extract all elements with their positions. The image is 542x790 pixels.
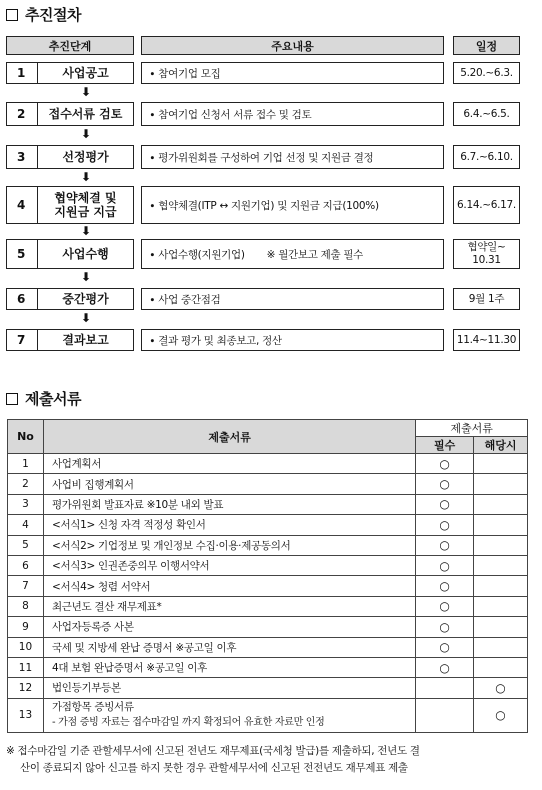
step-3-desc: ∙ 평가위원회를 구성하여 기업 선정 및 지원금 결정: [141, 145, 444, 169]
doc-name: <서식2> 기업정보 및 개인정보 수집·이용·제공동의서: [43, 535, 415, 555]
doc-no: 3: [8, 494, 44, 514]
step-1-name: 사업공고: [37, 62, 134, 84]
doc-conditional-mark: [474, 637, 528, 657]
doc-no: 9: [8, 617, 44, 637]
step-7-date: 11.4~11.30: [453, 329, 520, 351]
down-arrow-icon: ⬇: [80, 85, 92, 99]
step-4-desc: ∙ 협약체결(ITP ↔ 지원기업) 및 지원금 지급(100%): [141, 186, 444, 224]
process-header-content: 주요내용: [141, 36, 444, 55]
doc-conditional-mark: ○: [474, 698, 528, 732]
step-2-name: 접수서류 검토: [37, 102, 134, 126]
doc-name: 국세 및 지방세 완납 증명서 ※공고일 이후: [43, 637, 415, 657]
doc-conditional-mark: [474, 596, 528, 616]
step-2-number: 2: [6, 102, 38, 126]
table-row: [8, 596, 528, 616]
process-header-stage: 추진단계: [6, 36, 134, 55]
checkbox-square-icon: [6, 393, 18, 405]
step-5-name: 사업수행: [37, 239, 134, 269]
step-7-desc: ∙ 결과 평가 및 최종보고, 정산: [141, 329, 444, 351]
table-row: [8, 515, 528, 535]
footnote-line1: ※ 접수마감일 기준 관할세무서에 신고된 전년도 재무제표(국세청 발급)를 제출하되, 전년도 결: [6, 745, 420, 757]
doc-no: 7: [8, 576, 44, 596]
doc-conditional-mark: [474, 454, 528, 474]
step-1-number: 1: [6, 62, 38, 84]
footnote: [6, 743, 534, 777]
doc-no: 13: [8, 698, 44, 732]
step-5-desc-note: ※ 월간보고 제출 필수: [266, 248, 364, 261]
doc-required-mark: ○: [416, 494, 474, 514]
step-4-name-line1: 협약체결 및: [54, 191, 117, 205]
doc-name: 법인등기부등본: [43, 678, 415, 698]
doc-conditional-mark: [474, 657, 528, 677]
doc-name: 최근년도 결산 재무제표*: [43, 596, 415, 616]
step-4-date: 6.14.~6.17.: [453, 186, 520, 224]
step-7-number: 7: [6, 329, 38, 351]
doc-required-mark: ○: [416, 617, 474, 637]
down-arrow-icon: ⬇: [80, 270, 92, 284]
step-6-name: 중간평가: [37, 288, 134, 310]
doc-required-mark: ○: [416, 637, 474, 657]
step-4-name-line2: 지원금 지급: [54, 205, 117, 219]
table-row: [8, 454, 528, 474]
doc-required-mark: ○: [416, 555, 474, 575]
section-title-text: 제출서류: [25, 390, 81, 408]
step-2-desc: ∙ 참여기업 신청서 서류 접수 및 검토: [141, 102, 444, 126]
doc-name: 사업계획서: [43, 454, 415, 474]
doc-name: <서식1> 신청 자격 적정성 확인서: [43, 515, 415, 535]
doc-conditional-mark: ○: [474, 678, 528, 698]
table-row: [8, 617, 528, 637]
doc-no: 2: [8, 474, 44, 494]
doc-required-mark: ○: [416, 515, 474, 535]
table-row: [8, 474, 528, 494]
doc-no: 5: [8, 535, 44, 555]
docs-header-name: 제출서류: [43, 420, 415, 454]
doc-name: 4대 보험 완납증명서 ※공고일 이후: [43, 657, 415, 677]
table-row: [8, 637, 528, 657]
doc-no: 12: [8, 678, 44, 698]
doc-required-mark: ○: [416, 576, 474, 596]
section-title-process: [6, 4, 81, 25]
doc-name-line1: 가점항목 증빙서류: [51, 701, 134, 714]
down-arrow-icon: ⬇: [80, 224, 92, 238]
table-row: [8, 698, 528, 732]
step-4-number: 4: [6, 186, 38, 224]
docs-header-no: No: [8, 420, 44, 454]
docs-header-required: 필수: [416, 437, 474, 454]
doc-required-mark: ○: [416, 535, 474, 555]
doc-required-mark: ○: [416, 657, 474, 677]
doc-conditional-mark: [474, 576, 528, 596]
doc-conditional-mark: [474, 555, 528, 575]
step-5-date-line1: 협약일~: [467, 241, 506, 253]
doc-conditional-mark: [474, 617, 528, 637]
doc-name: 사업자등록증 사본: [43, 617, 415, 637]
step-6-number: 6: [6, 288, 38, 310]
doc-conditional-mark: [474, 494, 528, 514]
doc-no: 8: [8, 596, 44, 616]
doc-name: [43, 698, 415, 732]
step-1-desc: ∙ 참여기업 모집: [141, 62, 444, 84]
step-2-date: 6.4.~6.5.: [453, 102, 520, 126]
docs-header-conditional: 해당시: [474, 437, 528, 454]
step-4-name: [37, 186, 134, 224]
down-arrow-icon: ⬇: [80, 311, 92, 325]
step-5-desc-text: ∙ 사업수행(지원기업): [149, 248, 245, 261]
documents-table: [7, 419, 528, 733]
doc-no: 10: [8, 637, 44, 657]
doc-required-mark: ○: [416, 474, 474, 494]
doc-name: 평가위원회 발표자료 ※10분 내외 발표: [43, 494, 415, 514]
table-row: [8, 678, 528, 698]
doc-conditional-mark: [474, 474, 528, 494]
doc-required-mark: [416, 698, 474, 732]
step-5-number: 5: [6, 239, 38, 269]
checkbox-square-icon: [6, 9, 18, 21]
section-title-documents: [6, 388, 81, 409]
step-6-date: 9월 1주: [453, 288, 520, 310]
step-1-date: 5.20.~6.3.: [453, 62, 520, 84]
doc-name: <서식4> 청렴 서약서: [43, 576, 415, 596]
docs-header-group: 제출서류: [416, 420, 528, 437]
doc-no: 4: [8, 515, 44, 535]
doc-no: 6: [8, 555, 44, 575]
step-7-name: 결과보고: [37, 329, 134, 351]
step-3-date: 6.7.~6.10.: [453, 145, 520, 169]
down-arrow-icon: ⬇: [80, 170, 92, 184]
doc-name: <서식3> 인권존중의무 이행서약서: [43, 555, 415, 575]
doc-name: 사업비 집행계획서: [43, 474, 415, 494]
doc-conditional-mark: [474, 535, 528, 555]
doc-conditional-mark: [474, 515, 528, 535]
process-header-schedule: 일정: [453, 36, 520, 55]
table-row: [8, 494, 528, 514]
footnote-line2: 산이 종료되지 않아 신고를 하지 못한 경우 관할세무서에 신고된 전전년도 재무제표 제출: [20, 762, 408, 774]
table-row: [8, 555, 528, 575]
table-row: [8, 576, 528, 596]
step-3-name: 선정평가: [37, 145, 134, 169]
doc-required-mark: ○: [416, 596, 474, 616]
step-5-desc: [141, 239, 444, 269]
down-arrow-icon: ⬇: [80, 127, 92, 141]
doc-required-mark: [416, 678, 474, 698]
doc-name-line2: - 가점 증빙 자료는 접수마감일 까지 확정되어 유효한 자료만 인정: [51, 717, 325, 729]
step-6-desc: ∙ 사업 중간점검: [141, 288, 444, 310]
step-3-number: 3: [6, 145, 38, 169]
doc-no: 1: [8, 454, 44, 474]
doc-no: 11: [8, 657, 44, 677]
doc-required-mark: ○: [416, 454, 474, 474]
step-5-date: [453, 239, 520, 269]
table-row: [8, 657, 528, 677]
section-title-text: 추진절차: [25, 6, 81, 24]
table-row: [8, 535, 528, 555]
step-5-date-line2: 10.31: [472, 254, 501, 266]
